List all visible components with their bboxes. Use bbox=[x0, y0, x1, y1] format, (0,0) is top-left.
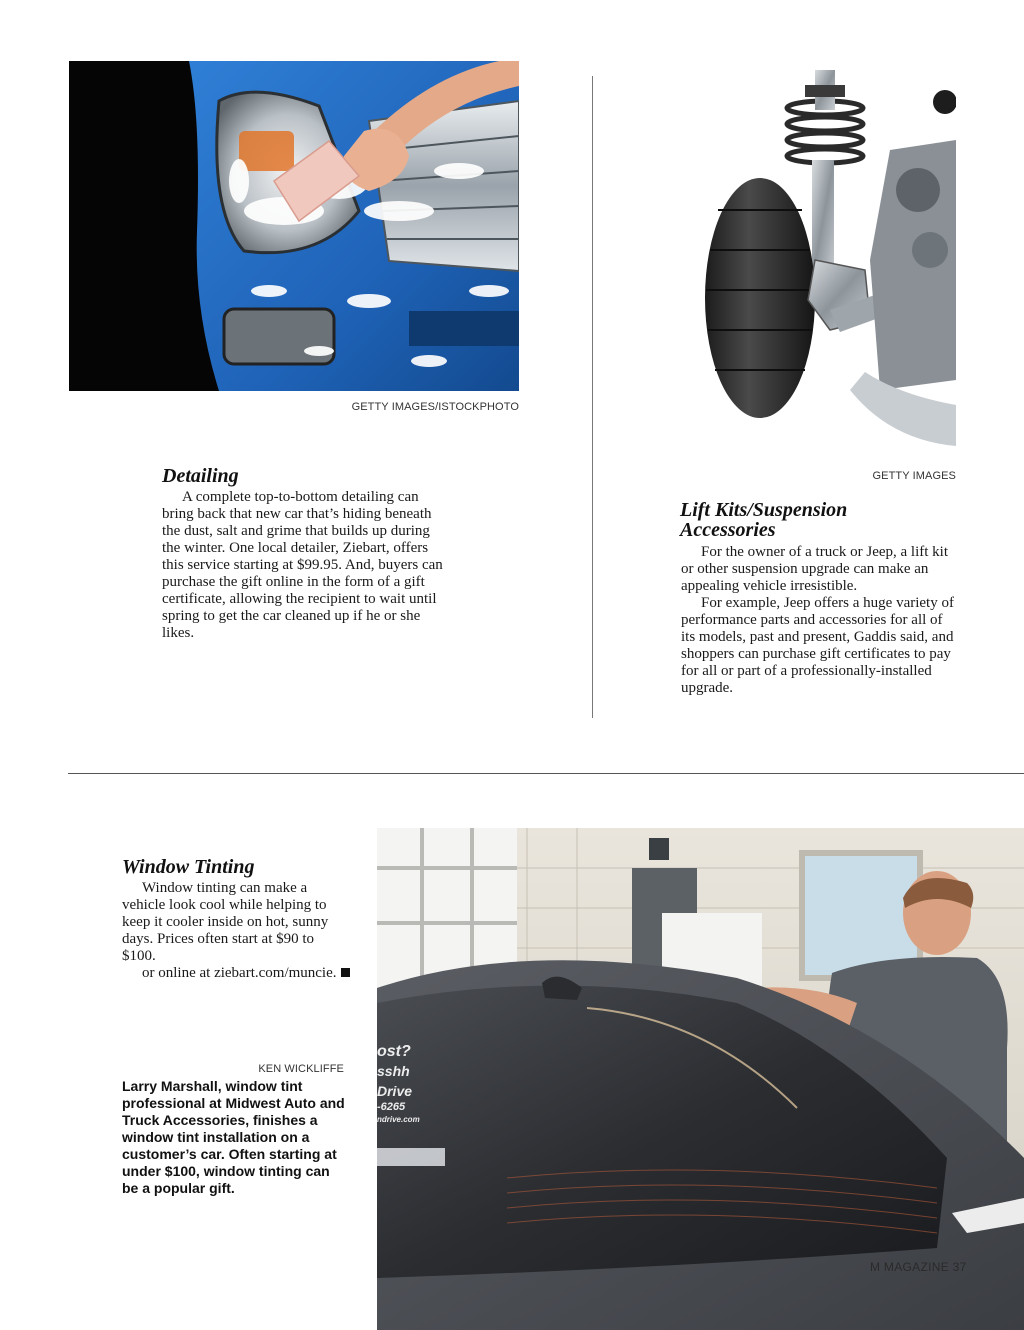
publication-name: M MAGAZINE bbox=[870, 1260, 950, 1274]
suspension-illustration bbox=[690, 60, 956, 452]
window-tinting-paragraph-2 bbox=[122, 965, 350, 982]
window-tinting-paragraph-1: Window tinting can make a vehicle look cool while helping to keep it cooler inside on hot, sunny days. Prices often start at $90 to $100. bbox=[122, 880, 329, 964]
lift-kits-paragraph-2: For example, Jeep offers a huge variety of performance parts and accessories for all of its models, past and present, Gaddis said, and shoppers can purchase gift certificates to pay for all or part of a professionally-installed upgrade. bbox=[681, 595, 954, 696]
page-folio bbox=[870, 1260, 967, 1274]
lift-kits-body bbox=[681, 544, 959, 697]
lift-kits-paragraph-1: For the owner of a truck or Jeep, a lift kit or other suspension upgrade can make an appealing vehicle irresistible. bbox=[681, 544, 949, 594]
window-tinting-body bbox=[122, 880, 350, 982]
decal-line-3: Drive bbox=[377, 1083, 413, 1099]
decal-line-1: ost? bbox=[377, 1043, 411, 1060]
tinting-photo-credit: KEN WICKLIFFE bbox=[258, 1063, 344, 1075]
page-number: 37 bbox=[952, 1260, 967, 1274]
detailing-paragraph: A complete top-to-bottom detailing can bring back that new car that’s hiding beneath the dust, salt and grime that builds up during the winter. One local detailer, Ziebart, offers this service starting at $99.95. And, buyers can purchase the gift online in the form of a gift certificate, allowing the recipient to wait until spring to get the car cleaned up if he or she likes. bbox=[162, 489, 443, 641]
section-divider bbox=[68, 773, 1024, 774]
lift-kits-heading-line2: Accessories bbox=[680, 519, 776, 541]
window-tinting-paragraph-2-text: or online at ziebart.com/muncie. bbox=[142, 965, 337, 981]
window-tint-illustration bbox=[377, 828, 1024, 1330]
detailing-heading: Detailing bbox=[162, 465, 239, 487]
end-of-story-mark bbox=[341, 968, 350, 977]
decal-line-5: ndrive.com bbox=[377, 1115, 420, 1124]
lift-kits-heading bbox=[680, 500, 980, 540]
tinting-photo-caption: Larry Marshall, window tint professional at Midwest Auto and Truck Accessories, finishes a window tint installation on a customer’s car. Often starting at under $100, window tinting can be a popular gift. bbox=[122, 1078, 345, 1196]
decal-line-2: sshh bbox=[377, 1063, 410, 1079]
car-wash-illustration bbox=[69, 61, 519, 391]
suspension-photo-credit: GETTY IMAGES bbox=[872, 470, 956, 482]
window-tinting-heading: Window Tinting bbox=[122, 856, 255, 878]
tinting-photo bbox=[377, 828, 1024, 1330]
detailing-photo bbox=[69, 61, 519, 391]
detailing-body bbox=[162, 489, 447, 642]
lift-kits-heading-line1: Lift Kits/Suspension bbox=[680, 499, 848, 521]
detailing-photo-credit: GETTY IMAGES/ISTOCKPHOTO bbox=[351, 401, 519, 413]
decal-line-4: -6265 bbox=[377, 1101, 406, 1113]
suspension-photo bbox=[690, 60, 956, 452]
column-divider bbox=[592, 76, 593, 718]
